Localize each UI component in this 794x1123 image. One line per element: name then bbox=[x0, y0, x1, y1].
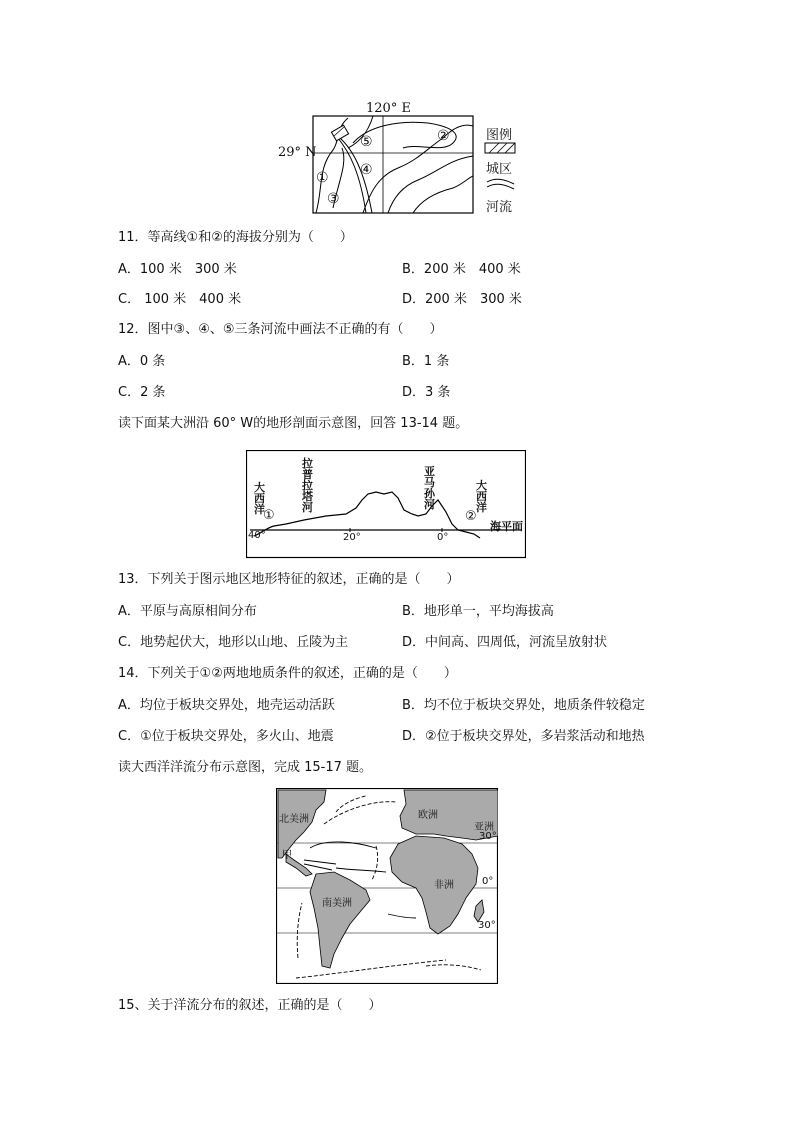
question-13-stem: 13．下列关于图示地区地形特征的叙述，正确的是（ ） bbox=[118, 572, 460, 587]
river-marker-4: ④ bbox=[360, 162, 373, 178]
intro-13-14: 读下面某大洲沿 60° W的地形剖面示意图，回答 13-14 题。 bbox=[118, 416, 469, 431]
question-14-stem: 14．下列关于①②两地地质条件的叙述，正确的是（ ） bbox=[118, 666, 457, 681]
question-11-option-d: D．200 米 300 米 bbox=[402, 292, 522, 307]
right-ocean-label: 大西洋 bbox=[476, 479, 487, 514]
question-14-option-d: D．②位于板块交界处，多岩浆活动和地热 bbox=[402, 729, 645, 744]
contour-marker-1: ① bbox=[316, 170, 329, 186]
label-0: 0° bbox=[482, 876, 494, 887]
contour-marker-2: ② bbox=[437, 128, 450, 144]
question-11-option-b: B．200 米 400 米 bbox=[402, 262, 521, 277]
river-label-rio-de-la-plata: 拉普拉塔河 bbox=[302, 457, 313, 514]
terrain-profile-figure bbox=[246, 450, 526, 560]
latitude-label: 29° N bbox=[278, 145, 317, 160]
label-europe: 欧洲 bbox=[418, 810, 438, 821]
question-11-option-a: A．100 米 300 米 bbox=[118, 262, 237, 277]
longitude-label: 120° E bbox=[366, 101, 411, 116]
question-13-option-c: C．地势起伏大，地形以山地、丘陵为主 bbox=[118, 635, 349, 650]
profile-marker-2: ② bbox=[465, 509, 477, 524]
question-11-option-c: C． 100 米 400 米 bbox=[118, 292, 242, 307]
river-label-amazon: 亚马孙河 bbox=[424, 465, 435, 511]
question-15-stem: 15、关于洋流分布的叙述，正确的是（ ） bbox=[118, 998, 382, 1013]
river-marker-5: ⑤ bbox=[360, 134, 373, 150]
question-14-option-c: C．①位于板块交界处，多火山、地震 bbox=[118, 729, 334, 744]
label-north-america: 北美洲 bbox=[279, 814, 309, 825]
river-marker-3: ③ bbox=[327, 191, 340, 207]
question-11-stem: 11．等高线①和②的海拔分别为（ ） bbox=[118, 230, 353, 245]
tick-40: 40° bbox=[248, 530, 266, 541]
label-30n: 30° bbox=[479, 831, 497, 842]
contour-map-figure bbox=[278, 98, 528, 216]
question-14-option-a: A．均位于板块交界处，地壳运动活跃 bbox=[118, 698, 335, 713]
intro-15-17: 读大西洋洋流分布示意图，完成 15-17 题。 bbox=[118, 760, 373, 775]
question-13-option-d: D．中间高、四周低，河流呈放射状 bbox=[402, 635, 608, 650]
sea-level-label: 海平面 bbox=[490, 520, 523, 533]
tick-0: 0° bbox=[437, 532, 449, 543]
question-12-option-b: B．1 条 bbox=[402, 354, 450, 369]
question-12-stem: 12．图中③、④、⑤三条河流中画法不正确的有（ ） bbox=[118, 322, 443, 337]
legend-title: 图例 bbox=[486, 128, 513, 143]
profile-marker-1: ① bbox=[263, 508, 275, 523]
label-africa: 非洲 bbox=[434, 880, 454, 891]
left-ocean-label: 大西洋 bbox=[254, 481, 265, 516]
legend-city-label: 城区 bbox=[486, 162, 513, 177]
question-13-option-a: A．平原与高原相间分布 bbox=[118, 604, 257, 619]
question-14-option-b: B．均不位于板块交界处，地质条件较稳定 bbox=[402, 698, 645, 713]
label-south-america: 南美洲 bbox=[322, 898, 352, 909]
question-12-option-a: A．0 条 bbox=[118, 354, 166, 369]
question-13-option-b: B．地形单一，平均海拔高 bbox=[402, 604, 554, 619]
legend-river-label: 河流 bbox=[486, 200, 513, 215]
label-30s: 30° bbox=[478, 920, 496, 931]
tick-20: 20° bbox=[343, 532, 361, 543]
label-asia: 亚洲 bbox=[474, 822, 494, 833]
question-12-option-c: C．2 条 bbox=[118, 385, 166, 400]
atlantic-currents-figure bbox=[276, 788, 498, 984]
atlantic-currents-graphic bbox=[276, 788, 498, 984]
question-12-option-d: D．3 条 bbox=[402, 385, 451, 400]
label-jia: 甲 bbox=[282, 850, 292, 861]
